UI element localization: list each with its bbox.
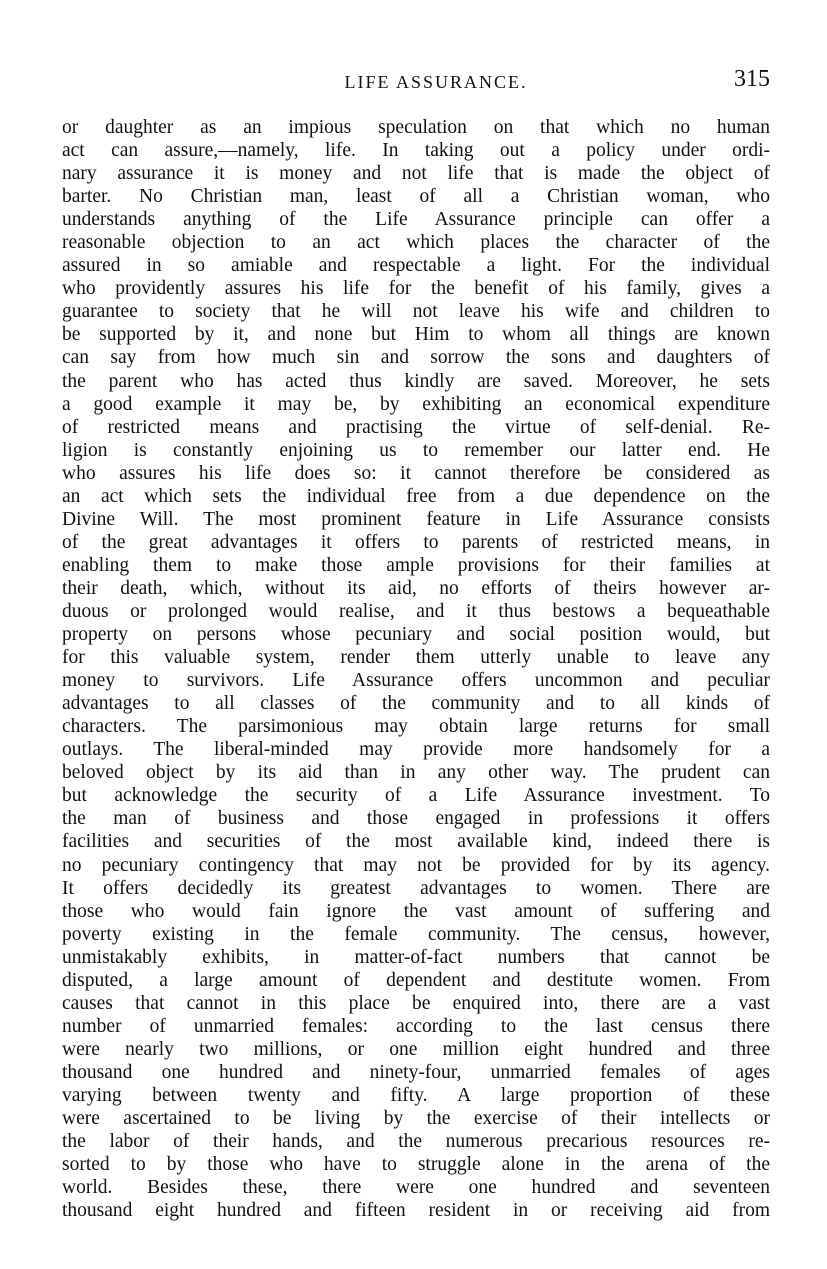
text-line: disputed, a large amount of dependent and destitute women. From: [62, 969, 770, 991]
text-line: facilities and securities of the most available kind, indeed there is: [62, 831, 770, 853]
text-line: assured in so amiable and respectable a light. For the individual: [62, 255, 770, 277]
text-line: It offers decidedly its greatest advantages to women. There are: [62, 877, 770, 899]
body-text: [62, 116, 770, 1222]
text-line: or daughter as an impious speculation on that which no human: [62, 117, 770, 138]
text-line: nary assurance it is money and not life that is made the object of: [62, 163, 770, 185]
text-line: reasonable objection to an act which places the character of the: [62, 232, 770, 254]
text-line: were nearly two millions, or one million eight hundred and three: [62, 1038, 770, 1060]
text-line: beloved object by its aid than in any other way. The prudent can: [62, 762, 770, 784]
text-line: understands anything of the Life Assurance principle can offer a: [62, 209, 770, 231]
text-line: guarantee to society that he will not leave his wife and children to: [62, 301, 770, 323]
text-line: thousand one hundred and ninety-four, unmarried females of ages: [62, 1061, 770, 1083]
page-number: 315: [734, 66, 770, 92]
text-line: their death, which, without its aid, no efforts of theirs however ar-: [62, 577, 770, 599]
text-line: causes that cannot in this place be enquired into, there are a vast: [62, 992, 770, 1014]
text-line: thousand eight hundred and fifteen resident in or receiving aid from: [62, 1200, 770, 1222]
running-title: LIFE ASSURANCE.: [344, 72, 528, 92]
text-line: the parent who has acted thus kindly are saved. Moreover, he sets: [62, 370, 770, 392]
text-line: act can assure,—namely, life. In taking out a policy under ordi-: [62, 140, 770, 162]
text-line: characters. The parsimonious may obtain large returns for small: [62, 716, 770, 738]
text-line: duous or prolonged would realise, and it thus bestows a bequeathable: [62, 600, 770, 622]
text-line: unmistakably exhibits, in matter-of-fact numbers that cannot be: [62, 946, 770, 968]
text-line: Divine Will. The most prominent feature in Life Assurance consists: [62, 508, 770, 530]
text-line: of the great advantages it offers to parents of restricted means, in: [62, 531, 770, 553]
text-line: barter. No Christian man, least of all a Christian woman, who: [62, 186, 770, 208]
text-line: advantages to all classes of the community and to all kinds of: [62, 693, 770, 715]
text-line: an act which sets the individual free from a due dependence on the: [62, 485, 770, 507]
text-line: world. Besides these, there were one hundred and seventeen: [62, 1177, 770, 1199]
text-line: money to survivors. Life Assurance offers uncommon and peculiar: [62, 670, 770, 692]
text-line: sorted to by those who have to struggle alone in the arena of the: [62, 1154, 770, 1176]
text-line: enabling them to make those ample provisions for their families at: [62, 554, 770, 576]
text-line: the labor of their hands, and the numerous precarious resources re-: [62, 1131, 770, 1153]
text-line: be supported by it, and none but Him to whom all things are known: [62, 324, 770, 346]
text-line: no pecuniary contingency that may not be provided for by its agency.: [62, 854, 770, 876]
text-line: can say from how much sin and sorrow the sons and daughters of: [62, 347, 770, 369]
text-line: were ascertained to be living by the exercise of their intellects or: [62, 1108, 770, 1130]
running-head: [62, 66, 770, 96]
text-line: for this valuable system, render them utterly unable to leave any: [62, 647, 770, 669]
text-line: outlays. The liberal-minded may provide more handsomely for a: [62, 739, 770, 761]
text-line: but acknowledge the security of a Life Assurance investment. To: [62, 785, 770, 807]
text-line: poverty existing in the female community. The census, however,: [62, 923, 770, 945]
text-line: those who would fain ignore the vast amount of suffering and: [62, 900, 770, 922]
text-line: property on persons whose pecuniary and social position would, but: [62, 624, 770, 646]
text-line: of restricted means and practising the virtue of self-denial. Re-: [62, 416, 770, 438]
text-line: ligion is constantly enjoining us to remember our latter end. He: [62, 439, 770, 461]
text-line: varying between twenty and fifty. A large proportion of these: [62, 1084, 770, 1106]
text-line: number of unmarried females: according to the last census there: [62, 1015, 770, 1037]
text-line: a good example it may be, by exhibiting an economical expenditure: [62, 393, 770, 415]
text-line: who assures his life does so: it cannot therefore be considered as: [62, 462, 770, 484]
text-line: who providently assures his life for the benefit of his family, gives a: [62, 278, 770, 300]
text-line: the man of business and those engaged in professions it offers: [62, 808, 770, 830]
